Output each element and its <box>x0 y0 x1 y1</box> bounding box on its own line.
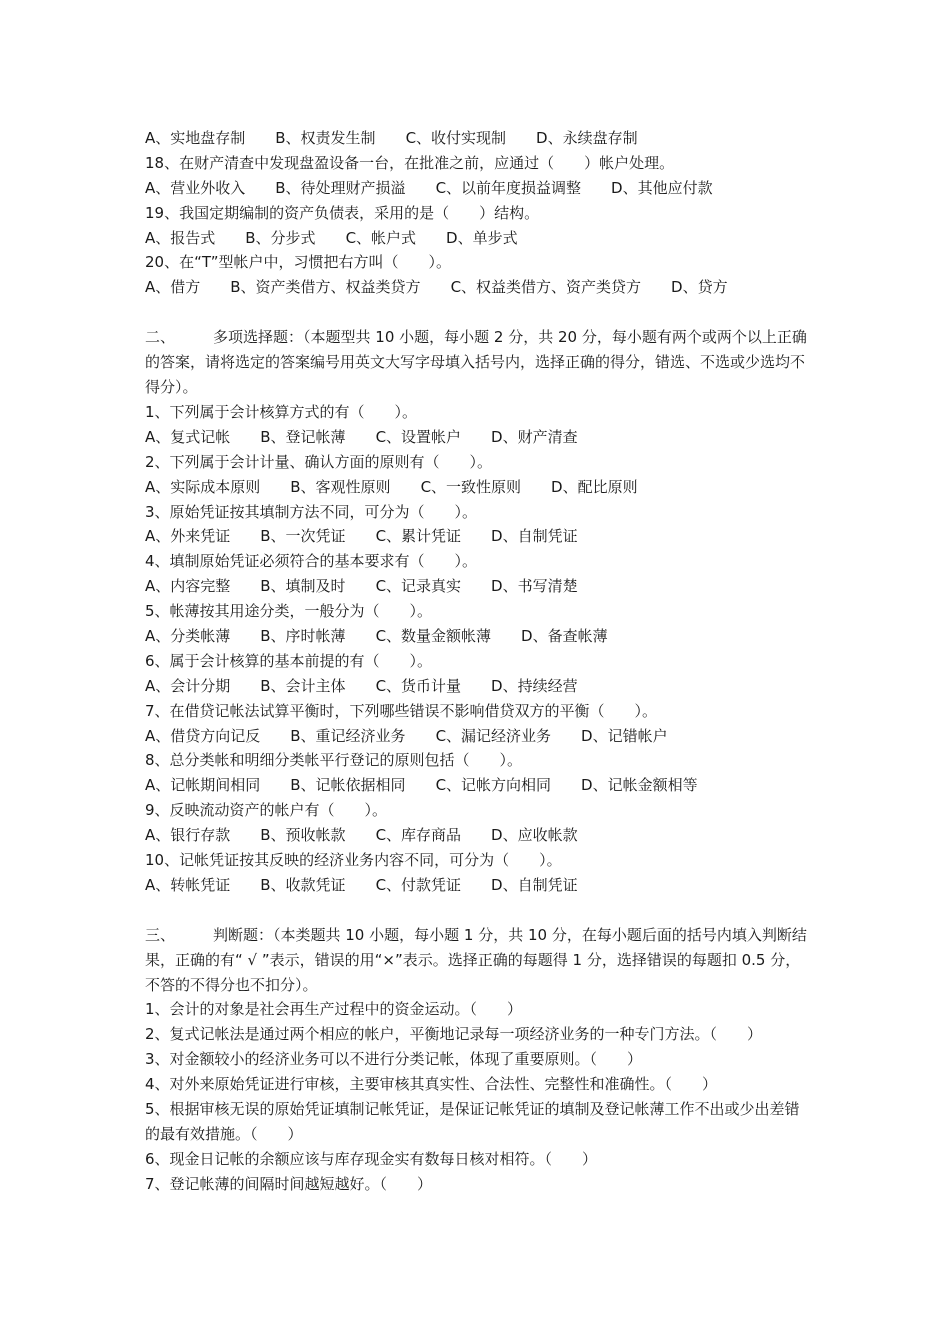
option-a: A、实地盘存制 <box>145 129 246 147</box>
option-b: B、权责发生制 <box>275 129 376 147</box>
option-b: B、登记帐薄 <box>260 427 346 446</box>
options-row <box>145 226 810 251</box>
option-b: B、收款凭证 <box>260 875 346 894</box>
option-a: A、内容完整 <box>145 577 231 596</box>
option-b: B、分步式 <box>245 228 316 247</box>
question-text: 3、原始凭证按其填制方法不同，可分为（ ）。 <box>145 502 478 521</box>
question-text: 2、下列属于会计计量、确认方面的原则有（ ）。 <box>145 452 493 471</box>
option-d: D、自制凭证 <box>491 527 578 546</box>
option-a: A、报告式 <box>145 228 216 247</box>
option-c: C、以前年度损益调整 <box>435 178 582 197</box>
option-a: A、实际成本原则 <box>145 477 261 496</box>
option-a: A、转帐凭证 <box>145 875 231 894</box>
option-d: D、单步式 <box>446 228 518 247</box>
option-b: B、重记经济业务 <box>290 726 406 745</box>
option-d: D、配比原则 <box>551 477 638 496</box>
options-row <box>145 126 810 151</box>
option-c: C、记帐方向相同 <box>435 776 552 795</box>
option-a: A、外来凭证 <box>145 527 231 546</box>
judgment-item: 2、复式记帐法是通过两个相应的帐户，平衡地记录每一项经济业务的一种专门方法。（ ） <box>145 1025 763 1044</box>
section-instructions: 多项选择题：（本题型共 10 小题，每小题 2 分，共 20 分，每小题有两个或两个以上正确的答案，请将选定的答案编号用英文大写字母填入括号内，选择正确的得分，错选、不选或少选均不得分）。 <box>145 328 807 397</box>
option-c: C、货币计量 <box>375 676 462 695</box>
option-a: A、营业外收入 <box>145 178 246 197</box>
question-text: 9、反映流动资产的帐户有（ ）。 <box>145 801 388 820</box>
judgment-item: 4、对外来原始凭证进行审核，主要审核其真实性、合法性、完整性和准确性。（ ） <box>145 1075 718 1094</box>
section-instructions: 判断题：（本类题共 10 小题，每小题 1 分，共 10 分，在每小题后面的括号内填入判断结果，正确的有“ √ ”表示，错误的用“×”表示。选择正确的每题得 1 分，选择错误的每题扣 0.5 分，不答的不得分也不扣分）。 <box>145 925 807 994</box>
option-b: B、记帐依据相同 <box>290 776 406 795</box>
options-row <box>145 773 810 798</box>
option-c: C、库存商品 <box>375 826 462 845</box>
option-b: B、填制及时 <box>260 577 346 596</box>
option-d: D、永续盘存制 <box>536 129 638 147</box>
option-a: A、借方 <box>145 278 201 297</box>
option-d: D、财产清查 <box>491 427 578 446</box>
option-a: A、借贷方向记反 <box>145 726 261 745</box>
judgment-item: 6、现金日记帐的余额应该与库存现金实有数每日核对相符。（ ） <box>145 1149 598 1168</box>
option-d: D、贷方 <box>671 278 728 297</box>
option-a: A、会计分期 <box>145 676 231 695</box>
option-d: D、应收帐款 <box>491 826 578 845</box>
option-a: A、复式记帐 <box>145 427 231 446</box>
question-text: 7、在借贷记帐法试算平衡时，下列哪些错误不影响借贷双方的平衡（ ）。 <box>145 701 658 720</box>
question-text: 10、记帐凭证按其反映的经济业务内容不同，可分为（ ）。 <box>145 850 562 869</box>
options-row <box>145 475 810 500</box>
option-b: B、预收帐款 <box>260 826 346 845</box>
option-c: C、帐户式 <box>345 228 417 247</box>
option-d: D、记错帐户 <box>581 726 668 745</box>
option-d: D、备查帐薄 <box>521 626 608 645</box>
option-c: C、数量金额帐薄 <box>375 626 492 645</box>
section-heading-multiple-choice <box>145 325 810 400</box>
option-c: C、设置帐户 <box>375 427 462 446</box>
option-d: D、其他应付款 <box>611 178 713 197</box>
option-b: B、资产类借方、权益类贷方 <box>230 278 421 297</box>
options-row <box>145 275 810 300</box>
section-gap <box>145 898 810 923</box>
option-d: D、持续经营 <box>491 676 578 695</box>
question-text: 8、总分类帐和明细分类帐平行登记的原则包括（ ）。 <box>145 751 523 770</box>
question-text: 18、在财产清查中发现盘盈设备一台，在批准之前，应通过（ ）帐户处理。 <box>145 153 675 172</box>
options-row <box>145 724 810 749</box>
judgment-item: 7、登记帐薄的间隔时间越短越好。（ ） <box>145 1174 433 1193</box>
options-row <box>145 873 810 898</box>
question-text: 1、下列属于会计核算方式的有（ ）。 <box>145 402 418 421</box>
option-b: B、待处理财产损溢 <box>275 178 406 197</box>
section-heading-true-false <box>145 923 810 998</box>
section-number: 二、 <box>145 328 176 347</box>
option-b: B、一次凭证 <box>260 527 346 546</box>
options-row <box>145 176 810 201</box>
judgment-item: 1、会计的对象是社会再生产过程中的资金运动。（ ） <box>145 1000 523 1019</box>
question-text: 6、属于会计核算的基本前提的有（ ）。 <box>145 651 433 670</box>
section-number: 三、 <box>145 925 176 944</box>
option-c: C、权益类借方、资产类贷方 <box>450 278 642 297</box>
option-c: C、收付实现制 <box>405 129 507 147</box>
option-d: D、记帐金额相等 <box>581 776 698 795</box>
judgment-item: 3、对金额较小的经济业务可以不进行分类记帐，体现了重要原则。（ ） <box>145 1050 643 1069</box>
section-gap <box>145 300 810 325</box>
option-b: B、会计主体 <box>260 676 346 695</box>
options-row <box>145 425 810 450</box>
question-text: 4、填制原始凭证必须符合的基本要求有（ ）。 <box>145 552 478 571</box>
options-row <box>145 574 810 599</box>
option-a: A、分类帐薄 <box>145 626 231 645</box>
question-text: 19、我国定期编制的资产负债表，采用的是（ ）结构。 <box>145 203 540 222</box>
option-b: B、序时帐薄 <box>260 626 346 645</box>
option-c: C、累计凭证 <box>375 527 462 546</box>
exam-content <box>145 126 810 1197</box>
judgment-item: 5、根据审核无误的原始凭证填制记帐凭证，是保证记帐凭证的填制及登记帐薄工作不出或少出差错的最有效措施。（ ） <box>145 1100 800 1144</box>
option-c: C、一致性原则 <box>420 477 522 496</box>
option-c: C、漏记经济业务 <box>435 726 552 745</box>
option-d: D、自制凭证 <box>491 875 578 894</box>
options-row <box>145 823 810 848</box>
option-c: C、记录真实 <box>375 577 462 596</box>
option-d: D、书写清楚 <box>491 577 578 596</box>
option-a: A、记帐期间相同 <box>145 776 261 795</box>
option-c: C、付款凭证 <box>375 875 462 894</box>
question-text: 5、帐薄按其用途分类，一般分为（ ）。 <box>145 602 433 621</box>
option-a: A、银行存款 <box>145 826 231 845</box>
options-row <box>145 624 810 649</box>
question-text: 20、在“T”型帐户中，习惯把右方叫（ ）。 <box>145 253 451 272</box>
option-b: B、客观性原则 <box>290 477 391 496</box>
options-row <box>145 524 810 549</box>
options-row <box>145 674 810 699</box>
